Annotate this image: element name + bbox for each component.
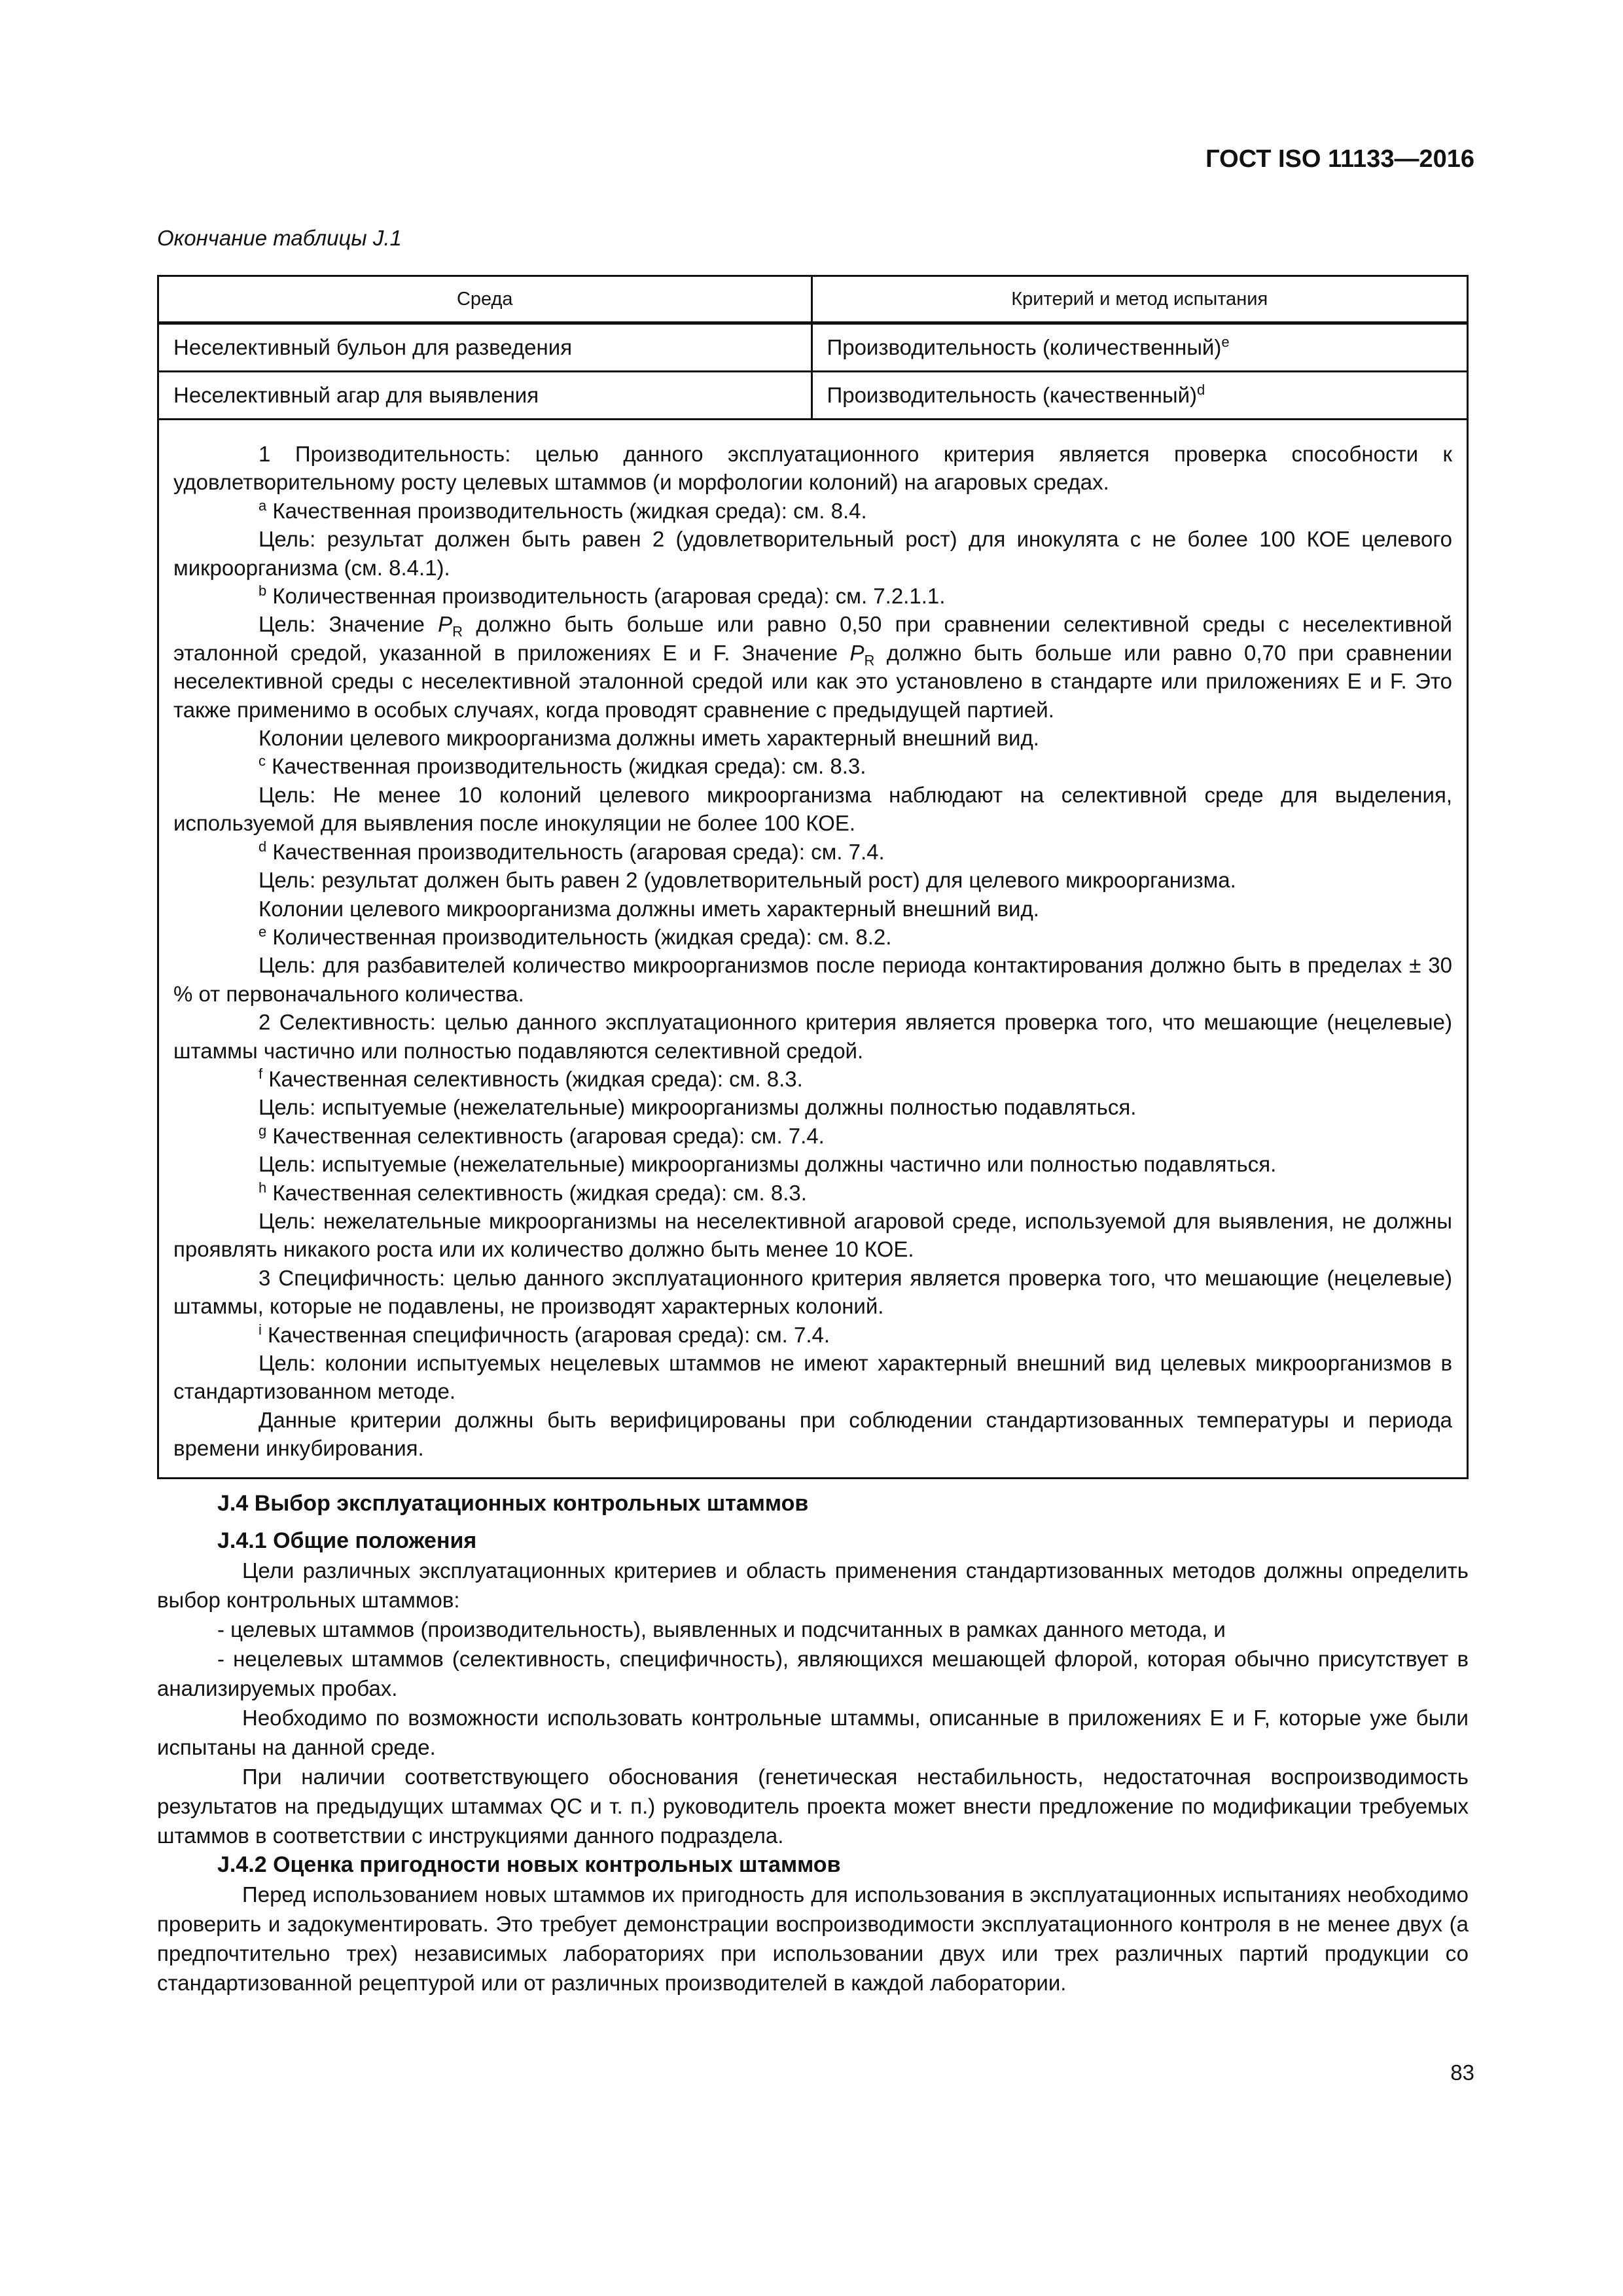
note-a-goal: Цель: результат должен быть равен 2 (удовлетворительный рост) для инокулята с не более 100 КОЕ целевого микроорганизма (см. 8.4.1). <box>173 527 1452 580</box>
note-title-text: Качественная производительность (жидкая среда): см. 8.4. <box>266 498 867 523</box>
note-e-title <box>173 923 1452 951</box>
note-b-colonies: Колонии целевого микроорганизма должны иметь характерный внешний вид. <box>259 726 1039 751</box>
note-title-text: Качественная селективность (жидкая среда): см. 8.3. <box>262 1066 803 1091</box>
cell-criterion <box>812 372 1467 420</box>
note-mark: g <box>259 1122 267 1139</box>
note-e-goal: Цель: для разбавителей количество микроорганизмов после периода контактирования должно быть в пределах ± 30 % от первоначального количества. <box>173 953 1452 1006</box>
note-title-text: Качественная селективность (агаровая среда): см. 7.4. <box>266 1123 825 1148</box>
note-title-text: Качественная производительность (жидкая среда): см. 8.3. <box>266 754 866 779</box>
section-heading-j42: J.4.2 Оценка пригодности новых контрольных штаммов <box>217 1852 841 1877</box>
note-h-title <box>173 1179 1452 1207</box>
goal-text: должно быть больше или равно 0,50 при сравнении селективной среды с неселективной эталонной средой, указанной в приложениях E и F. Значение <box>173 612 1452 665</box>
media-table <box>159 277 1467 420</box>
note-title-text: Качественная селективность (жидкая среда): см. 8.3. <box>266 1180 807 1205</box>
note-g-title <box>173 1122 1452 1150</box>
note-selectivity: 2 Селективность: целью данного эксплуатационного критерия является проверка того, что мешающие (нецелевые) штаммы частично или полностью подавляются селективной средой. <box>173 1010 1452 1063</box>
note-mark: h <box>259 1179 267 1196</box>
table-header-row <box>159 277 1467 323</box>
note-f-title <box>173 1065 1452 1093</box>
note-title-text: Количественная производительность (агаровая среда): см. 7.2.1.1. <box>266 584 946 609</box>
list-item: - нецелевых штаммов (селективность, специфичность), являющихся мешающей флорой, которая обычно присутствует в анализируемых пробах. <box>157 1647 1469 1700</box>
table-j1 <box>157 275 1469 1479</box>
note-i-title <box>173 1321 1452 1349</box>
paragraph: Перед использованием новых штаммов их пригодность для использования в эксплуатационных испытаниях необходимо проверить и задокументировать. Это требует демонстрации воспроизводимости эксплуатационного контроля в не менее двух (а предпочтительно трех) независимых лабораториях при использовании двух или трех различных партий продукции со стандартизованной рецептурой или от различных производителей в каждой лаборатории. <box>157 1882 1469 1995</box>
note-d-title <box>173 838 1452 866</box>
table-notes <box>159 420 1467 1477</box>
list-item: - целевых штаммов (производительность), выявленных и подсчитанных в рамках данного метода, и <box>217 1617 1226 1641</box>
note-title-text: Качественная специфичность (агаровая среда): см. 7.4. <box>261 1322 830 1347</box>
cell-medium: Неселективный бульон для разведения <box>159 323 812 372</box>
page-number: 83 <box>1450 2060 1474 2085</box>
note-h-goal: Цель: нежелательные микроорганизмы на неселективной агаровой среде, используемой для выявления, не должны проявлять никакого роста или их количество должно быть менее 10 КОЕ. <box>173 1208 1452 1262</box>
note-d-colonies: Колонии целевого микроорганизма должны иметь характерный внешний вид. <box>259 896 1039 921</box>
criterion-text: Производительность (качественный) <box>827 383 1198 407</box>
note-ref: e <box>1221 334 1230 350</box>
header-medium: Среда <box>159 277 812 323</box>
note-final: Данные критерии должны быть верифицированы при соблюдении стандартизованных температуры и периода времени инкубирования. <box>173 1407 1452 1461</box>
note-b-goal <box>173 610 1452 724</box>
note-mark: b <box>259 583 267 600</box>
section-heading-j4: J.4 Выбор эксплуатационных контрольных штаммов <box>217 1491 809 1516</box>
note-mark: f <box>259 1065 263 1082</box>
section-heading-j41: J.4.1 Общие положения <box>217 1528 477 1553</box>
goal-text: должно быть больше или равно 0,70 при сравнении неселективной среды с неселективной эталонной средой или как это установлено в стандарте или приложениях E и F. Это также применимо в особых случаях, когда проводят сравнение с предыдущей партией. <box>173 640 1452 722</box>
note-f-goal: Цель: испытуемые (нежелательные) микроорганизмы должны полностью подавляться. <box>259 1095 1137 1120</box>
pr-subscript: R <box>864 652 875 669</box>
table-row <box>159 372 1467 420</box>
criterion-text: Производительность (количественный) <box>827 335 1222 359</box>
goal-text: Цель: Значение <box>259 612 438 637</box>
note-mark: i <box>259 1321 262 1338</box>
note-g-goal: Цель: испытуемые (нежелательные) микроорганизмы должны частично или полностью подавляться. <box>259 1152 1277 1177</box>
note-mark: e <box>259 923 267 940</box>
paragraph: Цели различных эксплуатационных критериев и область применения стандартизованных методов должны определить выбор контрольных штаммов: <box>157 1558 1469 1612</box>
cell-criterion <box>812 323 1467 372</box>
note-productivity: 1 Производительность: целью данного эксплуатационного критерия является проверка способности к удовлетворительному росту целевых штаммов (и морфологии колоний) на агаровых средах. <box>173 442 1452 495</box>
body-text <box>157 1489 1469 1998</box>
paragraph: При наличии соответствующего обоснования (генетическая нестабильность, недостаточная воспроизводимость результатов на предыдущих штаммах QC и т. п.) руководитель проекта может внести предложение по модификации требуемых штаммов в соответствии с инструкциями данного подраздела. <box>157 1765 1469 1848</box>
note-title-text: Качественная производительность (агаровая среда): см. 7.4. <box>266 839 885 864</box>
note-ref: d <box>1197 382 1205 398</box>
note-i-goal: Цель: колонии испытуемых нецелевых штаммов не имеют характерный внешний вид целевых микроорганизмов в стандартизованном методе. <box>173 1351 1452 1404</box>
note-c-goal: Цель: Не менее 10 колоний целевого микроорганизма наблюдают на селективной среде для выделения, используемой для выявления после инокуляции не более 100 КОЕ. <box>173 782 1452 836</box>
note-a-title <box>173 497 1452 525</box>
note-mark: a <box>259 497 267 514</box>
note-c-title <box>173 752 1452 780</box>
note-mark: d <box>259 838 267 855</box>
pr-subscript: R <box>452 624 463 641</box>
note-b-title <box>173 582 1452 610</box>
document-code: ГОСТ ISO 11133—2016 <box>1205 145 1474 173</box>
pr-symbol: P <box>849 640 865 665</box>
note-d-goal: Цель: результат должен быть равен 2 (удовлетворительный рост) для целевого микроорганизма. <box>259 868 1236 893</box>
table-row <box>159 323 1467 372</box>
header-criterion: Критерий и метод испытания <box>812 277 1467 323</box>
paragraph: Необходимо по возможности использовать контрольные штаммы, описанные в приложениях E и F, которые уже были испытаны на данной среде. <box>157 1706 1469 1759</box>
table-caption: Окончание таблицы J.1 <box>157 226 402 250</box>
note-mark: c <box>259 753 266 770</box>
cell-medium: Неселективный агар для выявления <box>159 372 812 420</box>
note-specificity: 3 Специфичность: целью данного эксплуатационного критерия является проверка того, что мешающие (нецелевые) штаммы, которые не подавлены, не производят характерных колоний. <box>173 1265 1452 1319</box>
note-title-text: Количественная производительность (жидкая среда): см. 8.2. <box>266 924 892 949</box>
pr-symbol: P <box>438 612 453 637</box>
